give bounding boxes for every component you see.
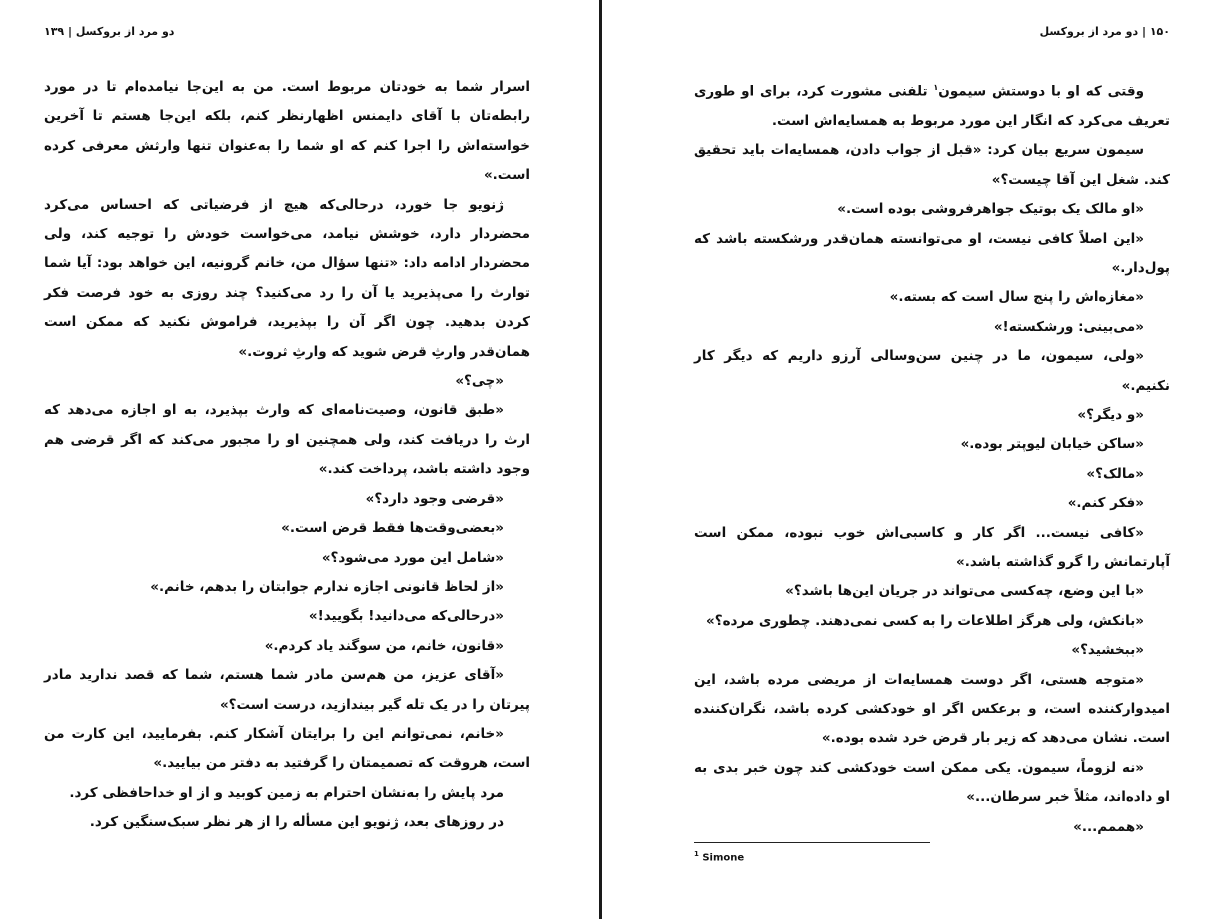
dialogue-line: «نه لزوماً، سیمون. یکی ممکن است خودکشی کند چون خبر بدی به او داده‌اند، مثلاً خبر سرطان...» (694, 759, 1170, 806)
dialogue-line: «مالک؟» (1086, 465, 1144, 482)
dialogue-line: «بانکش، ولی هرگز اطلاعات را به کسی نمی‌دهند. چطوری مرده؟» (706, 612, 1144, 629)
dialogue-line: «ببخشید؟» (1071, 642, 1144, 659)
left-page-body (44, 73, 530, 838)
dialogue-line: «فکر کنم.» (1067, 495, 1144, 512)
footnote-mark: 1 (694, 850, 699, 858)
dialogue-line: «او مالک یک بوتیک جواهرفروشی بوده است.» (837, 201, 1144, 218)
right-page-body (694, 73, 1170, 842)
paragraph: ژنویو جا خورد، درحالی‌که هیچ از فرضیاتی که احساس می‌کرد محضردار دارد، خوشش نیامد، می‌خواست خودش را توجیه کند، ولی محضردار ادامه داد: «تنها سؤال من، خانم گرونیه، این خواهد بود: آیا شما توارث را می‌پذیرید یا آن را رد می‌کنید؟ چند روزی به خود فرصت فکر کردن بدهید. چون اگر آن را بپذیرید، فراموش نکنید که ممکن است همان‌قدر وارثِ قرض شوید که وارثِ ثروت.» (44, 196, 530, 360)
paragraph-text: وقتی که او با دوستش سیمون (938, 83, 1145, 100)
paragraph: اسرار شما به خودتان مربوط است. من به این‌جا نیامده‌ام تا در مورد رابطه‌تان با آقای دایمنس اظهارنظر کنم، بلکه این‌جا هستم تا آخرین خواسته‌اش را اجرا کنم که او شما را به‌عنوان تنها وارثش معرفی کرده است.» (44, 79, 530, 184)
footnote (694, 850, 744, 863)
footnote-divider (694, 842, 930, 843)
dialogue-line: «طبق قانون، وصیت‌نامه‌ای که وارث بپذیرد، به او اجازه می‌دهد که ارث را دریافت کند، ولی همچنین او را مجبور می‌کند که اگر قرضی هم وجود داشته باشد، پرداخت کند.» (44, 402, 530, 478)
dialogue-line: «آقای عزیز، من هم‌سن مادر شما هستم، شما که قصد ندارید مادر پیرتان را در یک تله گیر بیندازید، درست است؟» (44, 667, 530, 713)
dialogue-line: «کافی نیست... اگر کار و کاسبی‌اش خوب نبوده، ممکن است آپارتمانش را گرو گذاشته باشد.» (694, 524, 1170, 570)
dialogue-line: «ولی، سیمون، ما در چنین سن‌وسالی آرزو داریم که دیگر کار نکنیم.» (694, 348, 1170, 394)
dialogue-line: «و دیگر؟» (1077, 406, 1144, 423)
dialogue-line: «بعضی‌وقت‌ها فقط قرض است.» (281, 520, 504, 537)
left-page (44, 0, 530, 919)
dialogue-line: «با این وضع، چه‌کسی می‌تواند در جریان این‌ها باشد؟» (785, 583, 1144, 600)
dialogue-line: «خانم، نمی‌توانم این را برایتان آشکار کنم. بفرمایید، این کارت من است، هروقت که تصمیمتان را گرفتید به دفتر من بیایید.» (44, 725, 530, 772)
dialogue-line: «از لحاظ قانونی اجازه ندارم جوابتان را بدهم، خانم.» (150, 578, 504, 595)
dialogue-line: «مغازه‌اش را پنج سال است که بسته.» (889, 289, 1144, 306)
dialogue-line: «قانون، خانم، من سوگند یاد کردم.» (264, 637, 504, 654)
dialogue-line: «درحالی‌که می‌دانید! بگویید!» (308, 608, 504, 625)
dialogue-line: «ساکن خیابان لیوپتر بوده.» (960, 436, 1144, 453)
paragraph: سیمون سریع بیان کرد: «قبل از جواب دادن، همسایه‌ات باید تحقیق کند. شغل این آقا چیست؟» (694, 142, 1170, 188)
footnote-text: Simone (702, 852, 745, 864)
dialogue-line: «شامل این مورد می‌شود؟» (321, 549, 504, 566)
dialogue-line: «چی؟» (455, 373, 504, 390)
dialogue-line: «این اصلاً کافی نیست، او می‌توانسته همان‌قدر ورشکسته باشد که پول‌دار.» (694, 230, 1170, 276)
footnote-reference[interactable]: ۱ (933, 83, 939, 92)
dialogue-line: «می‌بینی: ورشکسته!» (993, 318, 1144, 335)
paragraph-text: تلفنی مشورت کرد، برای او طوری تعریف می‌کرد که انگار این مورد مربوط به همسایه‌اش است. (694, 83, 1170, 129)
paragraph: مرد پایش را به‌نشان احترام به زمین کوبید و از او خداحافظی کرد. (69, 784, 504, 801)
book-gutter (599, 0, 602, 919)
left-page-header: دو مرد از بروکسل | ۱۳۹ (44, 25, 175, 38)
dialogue-line: «متوجه هستی، اگر دوست همسایه‌ات از مریضی مرده باشد، این امیدوارکننده است، و برعکس اگر او خودکشی کرده باشد، نگران‌کننده است. نشان می‌دهد که زیر بار قرض خرد شده بوده.» (694, 671, 1170, 747)
right-page-header: ۱۵۰ | دو مرد از بروکسل (1039, 25, 1170, 38)
right-page (694, 0, 1170, 919)
paragraph (694, 73, 1170, 136)
dialogue-line: «قرضی وجود دارد؟» (365, 490, 504, 507)
paragraph: در روزهای بعد، ژنویو این مسأله را از هر نظر سبک‌سنگین کرد. (89, 814, 504, 831)
dialogue-line: «هممم...» (1073, 818, 1144, 835)
